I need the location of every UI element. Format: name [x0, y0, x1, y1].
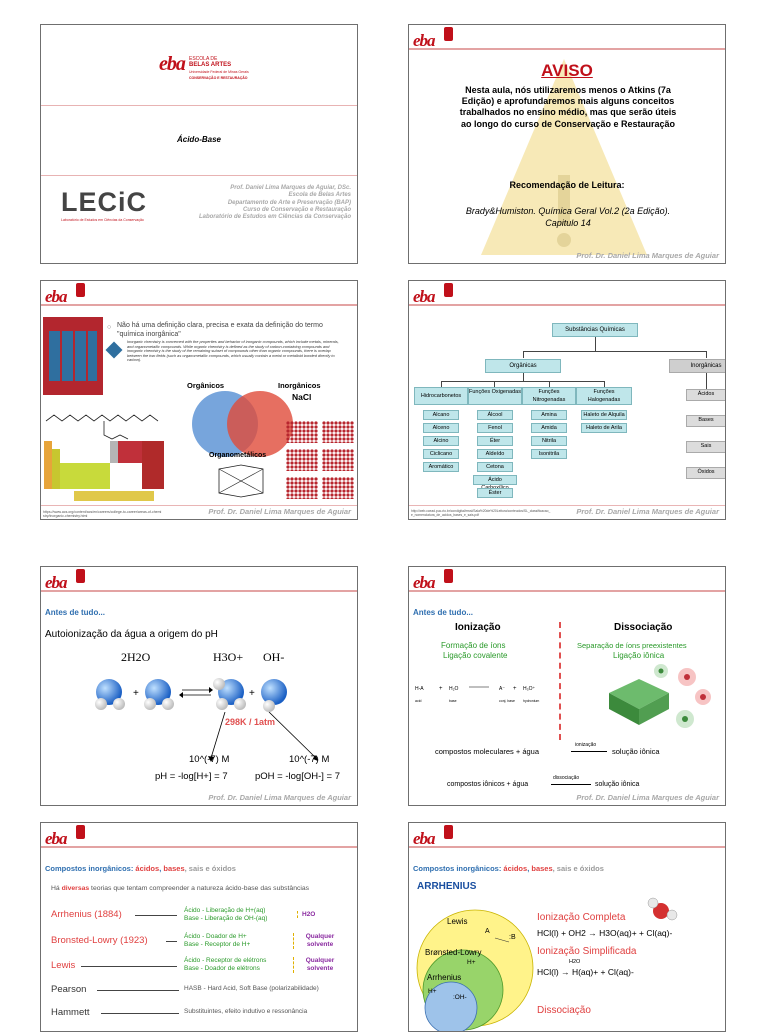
organicas-node: Orgânicas	[485, 359, 561, 373]
eba-emblem-icon	[444, 27, 453, 41]
author-line: Laboratório de Estudos em Ciências da Conservação	[198, 214, 351, 221]
theory-line1: Ácido - Receptor de elétrons	[184, 957, 267, 964]
section-acidos: ácidos	[135, 864, 160, 873]
slide-header	[41, 567, 357, 593]
eba-logo: eba	[45, 287, 67, 306]
theory-line1: HASB - Hard Acid, Soft Base (polarizabilidade)	[184, 985, 319, 992]
author-info	[199, 185, 351, 221]
intro-pre: Há	[51, 885, 62, 892]
slide-3	[40, 280, 358, 520]
theory-line2: Base - Doador de elétrons	[184, 965, 260, 972]
base-label: :B	[509, 934, 516, 941]
section-prefix: Compostos inorgânicos:	[413, 864, 504, 873]
item-node: Fenol	[477, 423, 513, 433]
inorg-item-node: Ácidos	[686, 389, 726, 401]
eba-logo: eba	[413, 287, 435, 306]
eba-emblem-icon	[76, 569, 85, 583]
item-node: Ciclicano	[423, 449, 459, 459]
nacl-label: NaCl	[292, 392, 312, 402]
hplus-label: H+	[467, 959, 476, 966]
footer-author: Prof. Dr. Daniel Lima Marques de Aguiar	[576, 251, 719, 260]
autoionization-title: Autoionização da água a origem do pH	[45, 629, 218, 640]
section-title: Antes de tudo...	[413, 608, 473, 617]
acid-label: A	[485, 928, 490, 935]
author-line: Escola de Belas Artes	[288, 192, 351, 199]
arrhenius-label: Arrhenius	[427, 973, 462, 982]
svg-text:+: +	[513, 686, 517, 692]
inorg-item-node: Sais	[686, 441, 726, 453]
item-node: Alcano	[423, 410, 459, 420]
condition-label: 298K / 1atm	[225, 717, 276, 727]
intro-highlight: diversas	[61, 885, 90, 892]
water-formula: 2H2O	[121, 650, 151, 664]
eba-logo-sub3: Universidade Federal de Minas Gerais	[189, 70, 249, 74]
hydronium-formula: H3O+	[213, 650, 244, 664]
venn-diagram	[187, 389, 299, 459]
theory-line1: Ácido - Liberação de H+(aq)	[184, 907, 266, 914]
theory-name: Bronsted-Lowry (1923)	[51, 935, 148, 946]
header-line	[41, 846, 357, 848]
eba-logo-sub2: BELAS ARTES	[189, 62, 232, 68]
section-title: Compostos inorgânicos: ácidos, bases, sais e óxidos	[413, 864, 604, 873]
item-node: Alceno	[423, 423, 459, 433]
svg-text:H₃O⁺: H₃O⁺	[523, 686, 536, 692]
slide-header	[409, 823, 725, 849]
dissociacao-sub2: Ligação iônica	[613, 651, 665, 660]
svg-text:+: +	[439, 686, 443, 692]
lecic-logo-text: LECiC	[61, 187, 147, 217]
acs-logo-icon	[106, 342, 123, 359]
section-title: Antes de tudo...	[45, 608, 105, 617]
author-line: Curso de Conservação e Restauração	[242, 206, 351, 213]
header-line	[409, 304, 725, 306]
theory-name: Hammett	[51, 1007, 90, 1018]
item-node: Haleto de Arila	[581, 423, 627, 433]
svg-text:H-A: H-A	[415, 686, 424, 692]
item-node: Nitrila	[531, 436, 567, 446]
aviso-body: Nesta aula, nós utilizaremos menos o Atkins (7a Edição) e aprofundaremos mais alguns conceitos trabalhados no ensino médio, mas que serão úteis ao longo do curso de Conservação e Restauração	[459, 85, 677, 129]
item-node: Haleto de Alquila	[581, 410, 627, 420]
footer-line	[41, 505, 357, 506]
item-node: Cetona	[477, 462, 513, 472]
crystal-lattice-icon	[286, 421, 356, 503]
divider	[41, 175, 357, 176]
bullet-icon: ○	[107, 324, 112, 331]
theory-line2: Base - Liberação de OH-(aq)	[184, 915, 268, 922]
eq2-right: solução iônica	[595, 781, 640, 788]
lecic-logo	[61, 187, 147, 222]
reading-label: Recomendação de Leitura:	[509, 180, 625, 190]
theory-note: Qualquer solvente	[293, 933, 342, 949]
slide-header	[41, 823, 357, 849]
eba-logo-sub4: CONSERVAÇÃO E RESTAURAÇÃO	[189, 76, 248, 80]
group-node: Funções Halogenadas	[576, 387, 632, 405]
section-bases: bases	[163, 864, 185, 873]
bronsted-label: Brønsted-Lowry	[425, 948, 482, 957]
dissociation-crystal-icon	[599, 663, 719, 739]
slide-header	[409, 567, 725, 593]
dashed-divider	[559, 622, 561, 740]
eba-emblem-icon	[76, 825, 85, 839]
eba-emblem-icon	[76, 283, 85, 297]
section-rest: , sais e óxidos	[552, 864, 604, 873]
theory-note: H2O	[297, 911, 315, 918]
eba-logo: eba	[413, 31, 435, 50]
intro-post: teorias que tentam compreender a natureza ácido-base das substâncias	[89, 885, 310, 892]
hydroxide-formula: OH-	[263, 650, 285, 664]
dissociacao-sub1: Separação de íons preexistentes	[577, 641, 687, 650]
item-node: Isonitrila	[531, 449, 567, 459]
eba-logo: eba	[45, 573, 67, 592]
eq-simplified: HCl(l) → H(aq)+ + Cl(aq)-	[537, 967, 634, 977]
h-concentration: 10^(-7) M	[189, 754, 230, 765]
lewis-label: Lewis	[447, 917, 468, 926]
svg-text:base: base	[449, 699, 457, 703]
slide-2	[408, 24, 726, 264]
footer-author: Prof. Dr. Daniel Lima Marques de Aguiar	[208, 507, 351, 516]
item-node: Álcool	[477, 410, 513, 420]
page-title: Ácido-Base	[176, 135, 221, 144]
slide-4	[408, 280, 726, 520]
organic-molecule-icon	[44, 401, 162, 441]
eba-logo-sub1: ESCOLA DE	[189, 56, 218, 62]
ionizacao-sub1: Formação de íons	[441, 641, 506, 650]
svg-text:+: +	[133, 688, 139, 699]
book-cover-image	[43, 317, 103, 395]
eba-logo: eba	[413, 829, 435, 848]
oh-concentration: 10^(-7) M	[289, 754, 330, 765]
header-line	[41, 590, 357, 592]
svg-text:A⁻: A⁻	[499, 686, 505, 692]
eba-emblem-icon	[444, 569, 453, 583]
definition-quote: Inorganic chemistry is concerned with the properties and behavior of inorganic compounds, which include metals, minerals, and organometallic compounds. While organic chemistry is defined as the study of carbon-containing compounds and inorganic chemistry is the study of the remaining subset of compounds other than organic compounds, there is overlap between the two fields (such as organometallic compounds, which usually contain a metal or metalloid bonded directly to carbon).	[127, 339, 339, 363]
venn-inorganic-circle	[227, 391, 293, 457]
eba-emblem-icon	[444, 283, 453, 297]
dissociacao-label: Dissociação	[537, 1005, 591, 1016]
eba-emblem-icon	[444, 825, 453, 839]
footer-author: Prof. Dr. Daniel Lima Marques de Aguiar	[576, 793, 719, 802]
theory-line2: Base - Receptor de H+	[184, 941, 251, 948]
eq1-arrow-label: ionização	[575, 742, 597, 748]
section-title: Compostos inorgânicos: ácidos, bases, sais e óxidos	[45, 864, 236, 873]
eq2-arrow-label: dissociação	[553, 775, 580, 781]
item-node: Aromático	[423, 462, 459, 472]
svg-text:conj. base: conj. base	[499, 699, 515, 703]
item-node: Éter	[477, 436, 513, 446]
intro-text	[51, 885, 309, 892]
header-line	[409, 48, 725, 50]
slide-7	[40, 822, 358, 1032]
ionizacao-simplificada: Ionização Simplificada	[537, 946, 637, 957]
eba-logo: eba	[45, 829, 67, 848]
ionizacao-completa: Ionização Completa	[537, 912, 626, 923]
periodic-table-icon	[44, 441, 164, 503]
organometallic-molecule-icon	[211, 461, 271, 501]
inorganicas-node: Inorgânicas	[669, 359, 726, 373]
organometalicos-label: Organometálicos	[209, 452, 267, 459]
eq2-arrow	[551, 784, 591, 785]
theory-note: Qualquer solvente	[293, 957, 342, 973]
item-node: Amina	[531, 410, 567, 420]
eba-logo: eba	[413, 573, 435, 592]
footer-author: Prof. Dr. Daniel Lima Marques de Aguiar	[576, 507, 719, 516]
slide-8	[408, 822, 726, 1032]
oh-label: :OH-	[453, 994, 467, 1001]
slide-1	[40, 24, 358, 264]
source-url: http://web.ccead.puc-rio.br/condigital/mvsl/Sala%20de%20Leitura/conteudos/SL_classificacao_e_nomenclatura_de_acidos_bases_e_sais.pdf	[411, 509, 551, 518]
section-bases: bases	[531, 864, 553, 873]
poh-equation: pOH = -log[OH-] = 7	[255, 771, 341, 782]
ionizacao-sub2: Ligação covalente	[443, 651, 508, 660]
theory-name: Arrhenius (1884)	[51, 909, 122, 920]
header-line	[409, 846, 725, 848]
eq2-left: compostos iônicos + água	[447, 781, 529, 788]
lecic-logo-sub: Laboratório de Estudos em Ciências da Conservação	[61, 218, 144, 222]
group-node: Hidrocarbonetos	[414, 387, 468, 405]
slide-header	[409, 281, 725, 307]
slide-6	[408, 566, 726, 806]
source-url: https://www.acs.org/content/acs/en/careers/college-to-career/areas-of-chemistry/inorganic-chemistry.html	[43, 510, 162, 518]
footer-line	[409, 505, 725, 506]
slide-5	[40, 566, 358, 806]
item-node: Éster	[477, 488, 513, 498]
svg-text:hydronium: hydronium	[523, 699, 540, 703]
reading-reference: Brady&Humiston. Química Geral Vol.2 (2a Edição). Capitulo 14	[465, 206, 671, 228]
slide-header	[409, 25, 725, 51]
eq1-left: compostos moleculares + água	[435, 747, 540, 756]
organicos-label: Orgânicos	[187, 381, 225, 390]
ph-equation: pH = -log[H+] = 7	[155, 771, 228, 782]
author-line: Departamento de Arte e Preservação (BAP)	[227, 199, 351, 206]
ionization-reaction-icon	[413, 672, 558, 712]
eq-complete: HCl(l) + OH2 → H3O(aq)+ + Cl(aq)-	[537, 928, 673, 938]
theory-name: Lewis	[51, 960, 76, 971]
svg-text:acid: acid	[415, 699, 422, 703]
hplus-inner-label: H+	[428, 988, 437, 995]
inorganicos-label: Inorgânicos	[278, 381, 321, 390]
arrhenius-title: ARRHENIUS	[417, 881, 477, 892]
item-node: Aldeído	[477, 449, 513, 459]
theory-line1: Ácido - Doador de H+	[184, 933, 247, 940]
dissociacao-title: Dissociação	[614, 622, 673, 633]
eba-logo-block	[159, 53, 279, 93]
section-acidos: ácidos	[503, 864, 528, 873]
group-node: Funções Nitrogenadas	[522, 387, 576, 405]
eq1-right: solução iônica	[612, 747, 660, 756]
section-prefix: Compostos inorgânicos:	[45, 864, 136, 873]
header-line	[41, 304, 357, 306]
inorg-item-node: Óxidos	[686, 467, 726, 479]
inorg-item-node: Bases	[686, 415, 726, 427]
eq2-arrow-label: H2O	[569, 959, 581, 965]
svg-text:H₂O: H₂O	[449, 686, 459, 692]
root-node: Substâncias Químicas	[552, 323, 638, 337]
theory-name: Pearson	[51, 984, 87, 995]
definition-bullet: Não há uma definição clara, precisa e exata da definição do termo "química inorgânica"	[117, 322, 323, 338]
slide-header	[41, 281, 357, 307]
footer-author: Prof. Dr. Daniel Lima Marques de Aguiar	[208, 793, 351, 802]
item-node: Ácido	[473, 475, 517, 485]
header-line	[409, 590, 725, 592]
svg-text:+: +	[249, 688, 255, 699]
theory-line1: Substituintes, efeito indutivo e ressonância	[184, 1008, 308, 1015]
group-node: Funções Oxigenadas	[468, 387, 522, 405]
author-line: Prof. Daniel Lima Marques de Aguiar, DSc.	[230, 185, 351, 191]
ionizacao-title: Ionização	[455, 622, 501, 633]
water-molecule-icon	[645, 897, 679, 923]
eq1-arrow	[571, 751, 607, 752]
divider	[41, 105, 357, 106]
item-node: Alcino	[423, 436, 459, 446]
section-rest: , sais e óxidos	[184, 864, 236, 873]
eba-logo-text: eba	[159, 53, 185, 75]
aviso-title: AVISO	[541, 61, 593, 80]
item-node: Amida	[531, 423, 567, 433]
